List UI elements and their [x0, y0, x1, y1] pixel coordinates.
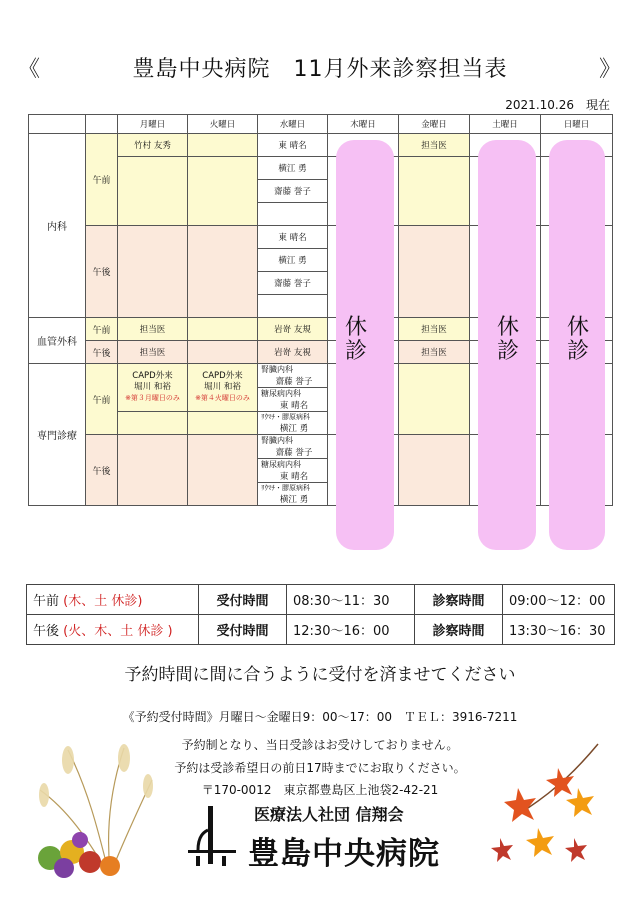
vascular-fri-am: 担当医 — [399, 318, 470, 341]
vascular-wed-pm: 岩嵜 友視 — [258, 341, 328, 364]
capd-doctor-tue: 堀川 和裕 — [204, 382, 241, 392]
title-open-bracket: 《 — [18, 57, 42, 82]
hours-am-exam: 09:00～12：00 — [503, 585, 615, 615]
title-close-bracket: 》 — [598, 57, 622, 82]
special-mon-am — [118, 364, 188, 412]
autumn-fruit-illustration — [28, 740, 158, 880]
internal-fri-am: 担当医 — [399, 134, 470, 157]
special-wed-pm-1: 腎臓内科 齋藤 誉子 — [258, 435, 328, 459]
day-sat: 土曜日 — [470, 115, 541, 134]
day-mon: 月曜日 — [118, 115, 188, 134]
internal-wed-am-2: 横江 勇 — [258, 157, 328, 180]
internal-wed-am-3: 齋藤 誉子 — [258, 180, 328, 203]
special-tue-am — [188, 364, 258, 412]
internal-wed-pm-2: 横江 勇 — [258, 249, 328, 272]
header-blank — [29, 115, 86, 134]
capd-note-tue: ※第４火曜日のみ — [195, 394, 250, 402]
day-sun: 日曜日 — [541, 115, 613, 134]
dept-special: 専門診療 — [29, 364, 86, 506]
closed-label-thu: 休診 — [345, 315, 368, 364]
special-am-label: 午前 — [86, 364, 118, 435]
header-row — [29, 115, 613, 134]
title-text: 豊島中央病院 11月外来診察担当表 — [132, 57, 508, 82]
day-wed: 水曜日 — [258, 115, 328, 134]
special-wed-am-3: ﾘｳﾏﾁ・膠原病科 横江 勇 — [258, 412, 328, 435]
logo-hospital-name: 豊島中央病院 — [248, 836, 440, 872]
internal-am-label: 午前 — [86, 134, 118, 226]
hospital-logo — [188, 800, 458, 876]
internal-wed-pm-3: 齋藤 誉子 — [258, 272, 328, 295]
capd-title-mon: CAPD外来 — [132, 371, 173, 381]
vascular-mon-pm: 担当医 — [118, 341, 188, 364]
hours-am-label: 午前 (木、土 休診) — [27, 585, 199, 615]
special-wed-pm-2: 糖尿病内科 東 晴名 — [258, 459, 328, 483]
hours-table — [26, 584, 615, 645]
capd-note-mon: ※第３月曜日のみ — [125, 394, 180, 402]
hours-pm-exam-label: 診察時間 — [415, 615, 503, 645]
hours-row-pm — [27, 615, 615, 645]
maple-leaves-illustration — [488, 738, 612, 878]
hours-pm-reception: 12:30～16：00 — [287, 615, 415, 645]
closed-label-sun: 休診 — [567, 315, 590, 364]
logo-organization: 医療法人社団 信翔会 — [254, 805, 404, 824]
vascular-wed-am: 岩嵜 友規 — [258, 318, 328, 341]
vascular-pm-label: 午後 — [86, 341, 118, 364]
vascular-mon-am: 担当医 — [118, 318, 188, 341]
hours-am-reception: 08:30～11：30 — [287, 585, 415, 615]
hours-pm-exam: 13:30～16：30 — [503, 615, 615, 645]
internal-mon-am: 竹村 友秀 — [118, 134, 188, 157]
hours-am-exam-label: 診察時間 — [415, 585, 503, 615]
day-thu: 木曜日 — [328, 115, 399, 134]
special-pm-label: 午後 — [86, 435, 118, 506]
internal-wed-am-1: 東 晴名 — [258, 134, 328, 157]
day-tue: 火曜日 — [188, 115, 258, 134]
closed-label-sat: 休診 — [497, 315, 520, 364]
hours-pm-label: 午後 (火、木、土 休診 ) — [27, 615, 199, 645]
hospital-mark-icon — [188, 806, 236, 866]
capd-doctor-mon: 堀川 和裕 — [134, 382, 171, 392]
hours-am-reception-label: 受付時間 — [199, 585, 287, 615]
vascular-am-label: 午前 — [86, 318, 118, 341]
special-wed-am-1: 腎臓内科 齋藤 誉子 — [258, 364, 328, 388]
as-of-date: 2021.10.26 現在 — [505, 98, 610, 112]
internal-pm-label: 午後 — [86, 226, 118, 318]
hours-pm-reception-label: 受付時間 — [199, 615, 287, 645]
day-fri: 金曜日 — [399, 115, 470, 134]
dept-internal: 内科 — [29, 134, 86, 318]
reservation-hours: 《予約受付時間》月曜日～金曜日9：00～17：00 ＴＥＬ：3916-7211 — [122, 710, 518, 724]
address: 〒170-0012 東京都豊島区上池袋2-42-21 — [201, 783, 439, 797]
header-blank-2 — [86, 115, 118, 134]
notice-line-2: 予約は受診希望日の前日17時までにお取りください。 — [174, 761, 466, 775]
notice-line-1: 予約制となり、当日受診はお受けしておりません。 — [181, 738, 459, 752]
page-title — [0, 52, 640, 83]
special-wed-am-2: 糖尿病内科 東 晴名 — [258, 388, 328, 412]
vascular-fri-pm: 担当医 — [399, 341, 470, 364]
special-wed-pm-3: ﾘｳﾏﾁ・膠原病科 横江 勇 — [258, 483, 328, 506]
dept-vascular: 血管外科 — [29, 318, 86, 364]
notice-main: 予約時間に間に合うように受付を済ませてください — [124, 665, 516, 685]
hours-row-am — [27, 585, 615, 615]
capd-title-tue: CAPD外来 — [202, 371, 243, 381]
internal-wed-pm-1: 東 晴名 — [258, 226, 328, 249]
